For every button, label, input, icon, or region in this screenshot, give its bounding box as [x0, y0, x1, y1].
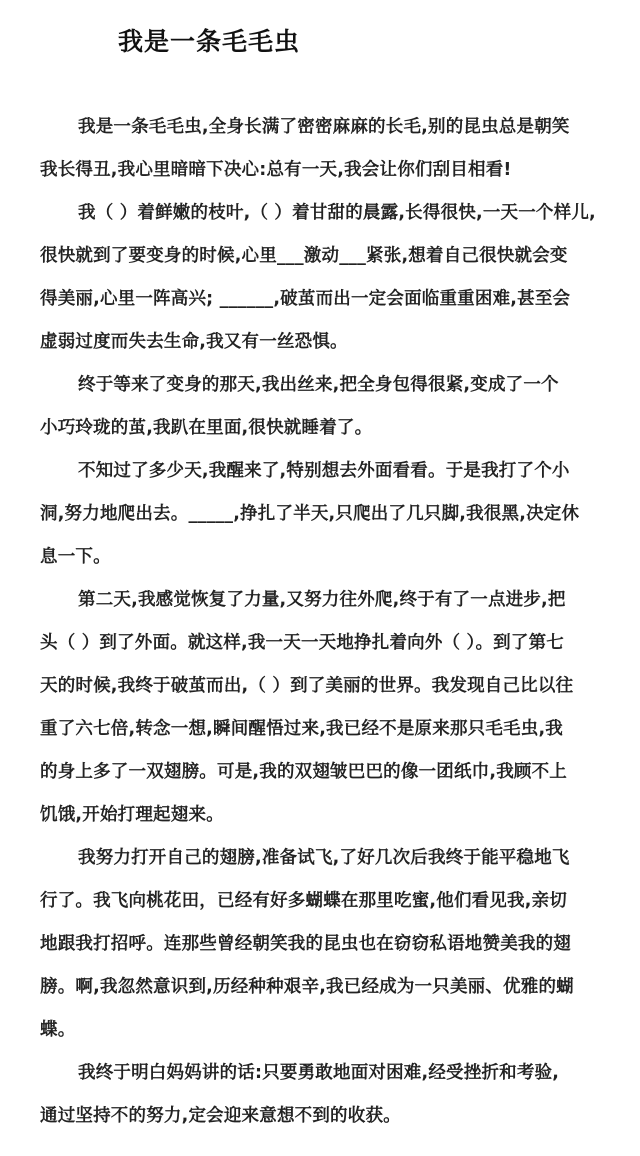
text-line: 通过坚持不的努力,定会迎来意想不到的收获。 [40, 1106, 401, 1126]
paragraph-5 [40, 585, 610, 843]
text-line: 我是一条毛毛虫,全身长满了密密麻麻的长毛,别的昆虫总是朝笑 [78, 117, 570, 137]
document-body [40, 112, 610, 1144]
text-line: 蝶。 [40, 1020, 76, 1040]
text-line: 息一下。 [40, 547, 111, 567]
text-line: 小巧玲珑的茧,我趴在里面,很快就睡着了。 [40, 418, 373, 438]
paragraph-2 [40, 198, 610, 370]
text-line: 重了六七倍,转念一想,瞬间醒悟过来,我已经不是原来那只毛毛虫,我 [40, 719, 563, 739]
document-title: 我是一条毛毛虫 [118, 27, 301, 56]
paragraph-3 [40, 370, 610, 456]
text-line: 虚弱过度而失去生命,我又有一丝恐惧。 [40, 332, 348, 352]
text-line: 不知过了多少天,我醒来了,特别想去外面看看。于是我打了个小 [78, 461, 570, 481]
text-line: 我长得丑,我心里暗暗下决心:总有一天,我会让你们刮目相看! [40, 160, 512, 180]
text-line: 终于等来了变身的那天,我出丝来,把全身包得很紧,变成了一个 [78, 375, 559, 395]
text-line: 饥饿,开始打理起翅来。 [40, 805, 224, 825]
text-line: 我终于明白妈妈讲的话:只要勇敢地面对困难,经受挫折和考验, [78, 1063, 560, 1083]
text-line: 第二天,我感觉恢复了力量,又努力往外爬,终于有了一点进步,把 [78, 590, 566, 610]
paragraph-7 [40, 1058, 610, 1144]
text-line: 我努力打开自己的翅膀,准备试飞,了好几次后我终于能平稳地飞 [78, 848, 570, 868]
paragraph-1 [40, 112, 610, 198]
paragraph-4 [40, 456, 610, 585]
paragraph-6 [40, 843, 610, 1058]
text-line: 头（ ）到了外面。就这样,我一天一天地挣扎着向外（ ）。到了第七 [40, 633, 564, 653]
text-line: 膀。啊,我忽然意识到,历经种种艰辛,我已经成为一只美丽、优雅的蝴 [40, 977, 574, 997]
text-line: 的身上多了一双翅膀。可是,我的双翅皱巴巴的像一团纸巾,我顾不上 [40, 762, 567, 782]
text-line: 行了。我飞向桃花田，已经有好多蝴蝶在那里吃蜜,他们看见我,亲切 [40, 891, 567, 911]
text-line: 我（ ）着鲜嫩的枝叶,（ ）着甘甜的晨露,长得很快,一天一个样儿, [78, 203, 596, 223]
text-line: 天的时候,我终于破茧而出,（ ）到了美丽的世界。我发现自己比以往 [40, 676, 574, 696]
text-line: 洞,努力地爬出去。_____,挣扎了半天,只爬出了几只脚,我很黑,决定休 [40, 504, 580, 524]
text-line: 很快就到了要变身的时候,心里___激动___紧张,想着自己很快就会变 [40, 246, 568, 266]
text-line: 地跟我打招呼。连那些曾经朝笑我的昆虫也在窃窃私语地赞美我的翅 [40, 934, 571, 954]
text-line: 得美丽,心里一阵高兴; ______,破茧而出一定会面临重重困难,甚至会 [40, 289, 571, 309]
